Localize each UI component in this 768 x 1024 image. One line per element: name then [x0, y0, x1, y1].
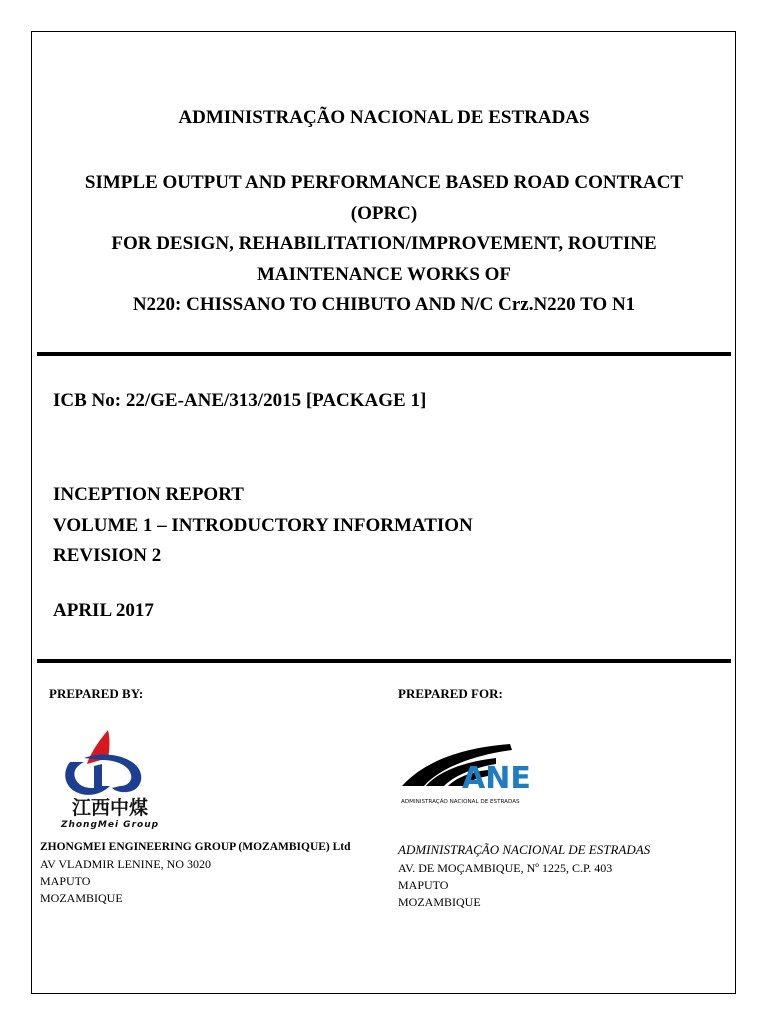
report-title-line: VOLUME 1 – INTRODUCTORY INFORMATION	[53, 514, 473, 536]
report-title-line: INCEPTION REPORT	[53, 484, 244, 505]
address-line: MAPUTO	[398, 878, 449, 892]
prepared-by-heading: PREPARED BY:	[49, 686, 144, 701]
contract-title-line: FOR DESIGN, REHABILITATION/IMPROVEMENT, ROUTINE	[111, 233, 657, 254]
contract-title-line: MAINTENANCE WORKS OF	[256, 263, 512, 285]
ane-logo-subtext: ADMINISTRAÇÃO NACIONAL DE ESTRADAS	[401, 799, 520, 805]
divider-bottom	[37, 659, 731, 663]
address-line: MOZAMBIQUE	[398, 895, 481, 909]
agency-title: ADMINISTRAÇÃO NACIONAL DE ESTRADAS	[178, 107, 590, 128]
report-title-line: REVISION 2	[53, 545, 162, 566]
ane-logo-text: ANE	[462, 761, 531, 796]
prepared-for-heading: PREPARED FOR:	[398, 686, 503, 701]
address-line: AV VLADMIR LENINE, NO 3020	[40, 857, 211, 871]
divider-top	[37, 352, 731, 356]
address-line: MAPUTO	[40, 874, 91, 888]
icb-number: ICB No: 22/GE-ANE/313/2015 [PACKAGE 1]	[53, 390, 427, 411]
prepared-for-address	[398, 841, 650, 911]
zhongmei-logo-text: 江西中煤	[71, 797, 149, 819]
ane-logo-icon	[398, 728, 550, 814]
zhongmei-logo-subtext: ZhongMei Group	[60, 820, 160, 830]
address-line: AV. DE MOÇAMBIQUE, Nº 1225, C.P. 403	[398, 861, 613, 875]
zhongmei-logo-icon	[40, 728, 180, 830]
prepared-by-address	[40, 839, 351, 907]
contract-title-line: N220: CHISSANO TO CHIBUTO AND N/C Crz.N220 TO N1	[132, 294, 636, 315]
report-date: APRIL 2017	[53, 600, 154, 621]
report-title	[53, 480, 473, 572]
prepared-for-company: ADMINISTRAÇÃO NACIONAL DE ESTRADAS	[398, 842, 651, 857]
contract-title-line: SIMPLE OUTPUT AND PERFORMANCE BASED ROAD CONTRACT	[84, 172, 684, 193]
contract-title-line: (OPRC)	[350, 202, 418, 224]
contract-title	[0, 168, 768, 321]
address-line: MOZAMBIQUE	[40, 891, 123, 905]
prepared-by-company: ZHONGMEI ENGINEERING GROUP (MOZAMBIQUE) Ltd	[40, 841, 351, 853]
